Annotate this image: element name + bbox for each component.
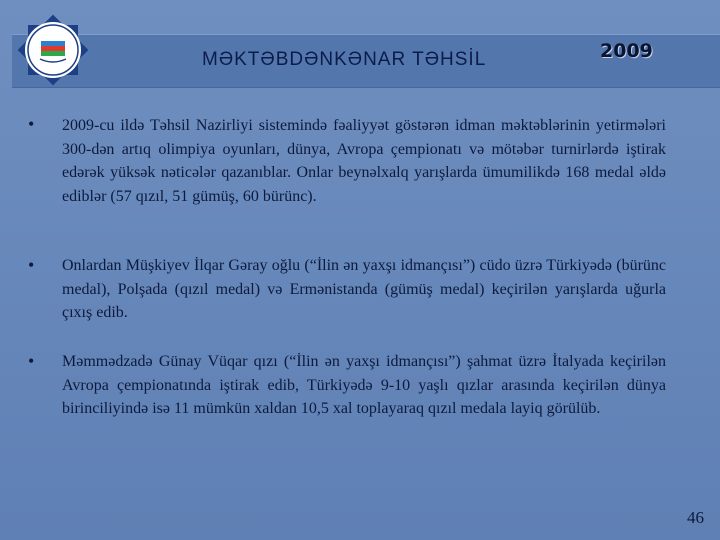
bullet-marker: • [28, 255, 35, 275]
bullet-marker: • [28, 351, 35, 371]
bullet-paragraph-3: Məmmədzadə Günay Vüqar qızı (“İlin ən yaxşı idmançısı”) şahmat üzrə İtalyada keçirilən Avropa çempionatında iştirak edib, Türkiyədə 9-10 yaşlı qızlar arasında keçirilən dünya birinciliyində isə 11 mümkün xaldan 10,5 xal toplayaraq qızıl medala layiq görülüb. [62, 353, 666, 417]
bullet-marker: • [28, 114, 35, 134]
page-title: MƏKTƏBDƏNKƏNAR TƏHSİL [202, 49, 487, 70]
bullet-paragraph-2: Onlardan Müşkiyev İlqar Gəray oğlu (“İlin ən yaxşı idmançısı”) cüdo üzrə Türkiyədə (bürünc medal), Polşada (qızıl medal) və Ermənistanda (gümüş medal) keçirilən yarışlarda uğurla çıxış edib. [62, 257, 666, 321]
header-year: 2009 [600, 40, 653, 62]
page-number: 46 [687, 508, 704, 527]
bullet-paragraph-1: 2009-cu ildə Təhsil Nazirliyi sistemində fəaliyyət göstərən idman məktəblərinin yetirmələri 300-dən artıq olimpiya oyunları, dünya, Avropa çempionatı və mötəbər turnirlərdə iştirak edərək yüksək nəticələr qazanıblar. Onlar beynəlxalq yarışlarda ümumilikdə 168 medal əldə ediblər (57 qızıl, 51 gümüş, 60 bürünc). [62, 117, 666, 205]
